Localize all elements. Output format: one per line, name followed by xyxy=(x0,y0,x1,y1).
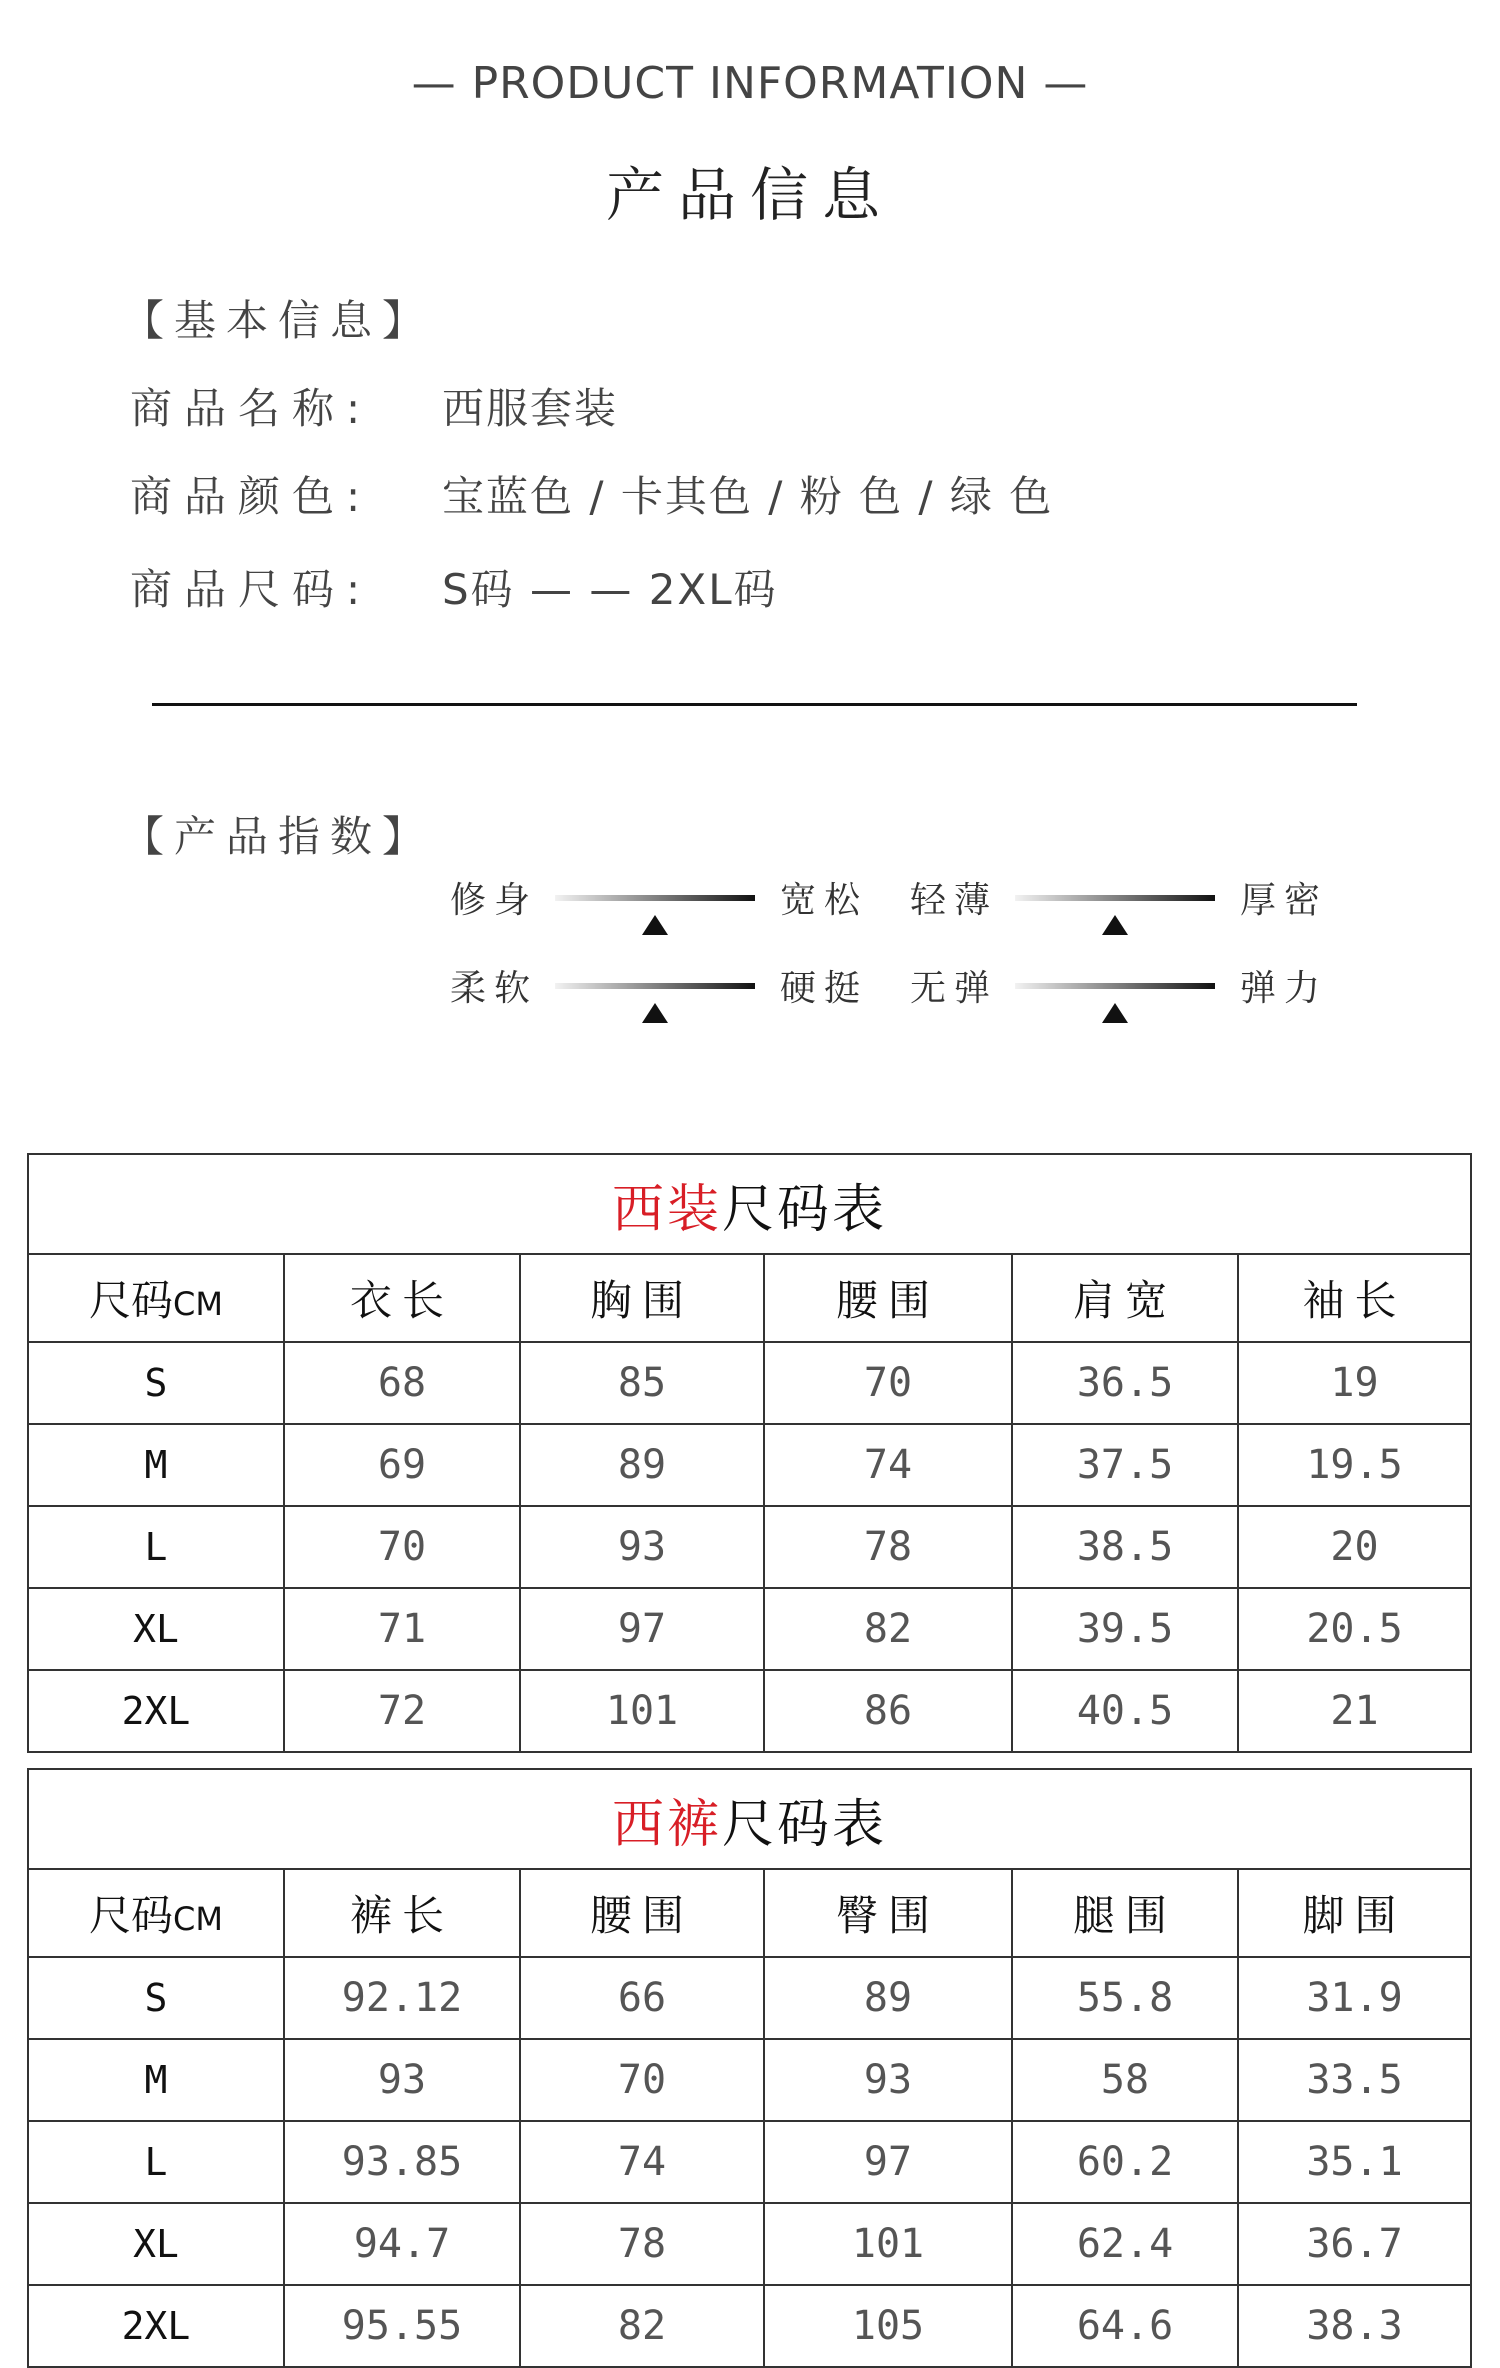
value-cell: 78 xyxy=(764,1506,1012,1588)
index-left-label: 轻薄 xyxy=(910,880,999,921)
table-title-black: 尺码表 xyxy=(722,1179,888,1240)
size-cell: XL xyxy=(28,2203,284,2285)
value-cell: 20 xyxy=(1238,1506,1471,1588)
index-right-label: 弹力 xyxy=(1240,968,1329,1009)
table-caption xyxy=(28,1769,1471,1869)
table-row xyxy=(28,2203,1471,2285)
value-cell: 70 xyxy=(764,1342,1012,1424)
header-cell: 肩宽 xyxy=(1012,1254,1238,1342)
value-cell: 40.5 xyxy=(1012,1670,1238,1752)
index-right-label: 宽松 xyxy=(780,880,869,921)
value-cell: 55.8 xyxy=(1012,1957,1238,2039)
size-cell: L xyxy=(28,2121,284,2203)
info-label: 商品名称: xyxy=(130,384,373,433)
header-size xyxy=(28,1869,284,1957)
value-cell: 93 xyxy=(764,2039,1012,2121)
table-title-red: 西装 xyxy=(611,1179,722,1240)
index-right-label: 硬挺 xyxy=(780,968,869,1009)
value-cell: 38.3 xyxy=(1238,2285,1471,2367)
size-cell: M xyxy=(28,1424,284,1506)
table-header-row xyxy=(28,1254,1471,1342)
basic-info-title: 【基本信息】 xyxy=(122,296,435,345)
header-cell: 腿围 xyxy=(1012,1869,1238,1957)
value-cell: 93 xyxy=(284,2039,520,2121)
table-caption-row xyxy=(28,1154,1471,1254)
section-divider xyxy=(152,703,1357,706)
value-cell: 97 xyxy=(520,1588,764,1670)
value-cell: 86 xyxy=(764,1670,1012,1752)
header-cell: 腰围 xyxy=(520,1869,764,1957)
table-title-black: 尺码表 xyxy=(722,1794,888,1855)
value-cell: 70 xyxy=(520,2039,764,2121)
header-chinese-title: 产品信息 xyxy=(605,161,894,229)
value-cell: 105 xyxy=(764,2285,1012,2367)
size-cell: 2XL xyxy=(28,2285,284,2367)
value-cell: 82 xyxy=(520,2285,764,2367)
size-cell: M xyxy=(28,2039,284,2121)
table-caption xyxy=(28,1154,1471,1254)
value-cell: 95.55 xyxy=(284,2285,520,2367)
size-cell: L xyxy=(28,1506,284,1588)
header-cell: 衣长 xyxy=(284,1254,520,1342)
info-value: 西服套装 xyxy=(442,384,619,433)
value-cell: 69 xyxy=(284,1424,520,1506)
value-cell: 60.2 xyxy=(1012,2121,1238,2203)
info-value: 宝蓝色 / 卡其色 / 粉 色 / 绿 色 xyxy=(442,472,1054,521)
index-left-label: 修身 xyxy=(450,880,539,921)
value-cell: 71 xyxy=(284,1588,520,1670)
index-right-label: 厚密 xyxy=(1240,880,1329,921)
table-row xyxy=(28,1670,1471,1752)
value-cell: 36.5 xyxy=(1012,1342,1238,1424)
info-label: 商品尺码: xyxy=(130,565,373,614)
value-cell: 82 xyxy=(764,1588,1012,1670)
value-cell: 31.9 xyxy=(1238,1957,1471,2039)
value-cell: 62.4 xyxy=(1012,2203,1238,2285)
value-cell: 97 xyxy=(764,2121,1012,2203)
table-row xyxy=(28,1588,1471,1670)
table-row xyxy=(28,2121,1471,2203)
value-cell: 33.5 xyxy=(1238,2039,1471,2121)
index-scale-bar xyxy=(555,983,755,989)
table-title-red: 西裤 xyxy=(611,1794,722,1855)
value-cell: 72 xyxy=(284,1670,520,1752)
value-cell: 37.5 xyxy=(1012,1424,1238,1506)
value-cell: 74 xyxy=(764,1424,1012,1506)
header-cell: 袖长 xyxy=(1238,1254,1471,1342)
value-cell: 36.7 xyxy=(1238,2203,1471,2285)
size-cell: XL xyxy=(28,1588,284,1670)
table-row xyxy=(28,1342,1471,1424)
size-cell: 2XL xyxy=(28,1670,284,1752)
index-scale-bar xyxy=(1015,983,1215,989)
value-cell: 101 xyxy=(520,1670,764,1752)
table-row xyxy=(28,1506,1471,1588)
header-size-label: 尺码 xyxy=(89,1276,174,1325)
value-cell: 101 xyxy=(764,2203,1012,2285)
value-cell: 94.7 xyxy=(284,2203,520,2285)
value-cell: 66 xyxy=(520,1957,764,2039)
table-caption-row xyxy=(28,1769,1471,1869)
suit-size-table xyxy=(27,1153,1472,1753)
table-header-row xyxy=(28,1869,1471,1957)
index-marker-icon xyxy=(1102,915,1128,935)
size-cell: S xyxy=(28,1342,284,1424)
value-cell: 35.1 xyxy=(1238,2121,1471,2203)
value-cell: 38.5 xyxy=(1012,1506,1238,1588)
value-cell: 78 xyxy=(520,2203,764,2285)
size-cell: S xyxy=(28,1957,284,2039)
index-left-label: 柔软 xyxy=(450,968,539,1009)
info-value: S码 — — 2XL码 xyxy=(442,565,778,614)
header-unit: CM xyxy=(173,1285,223,1323)
value-cell: 64.6 xyxy=(1012,2285,1238,2367)
header-cell: 臀围 xyxy=(764,1869,1012,1957)
table-row xyxy=(28,1957,1471,2039)
info-row-color xyxy=(130,464,1053,524)
header-size-label: 尺码 xyxy=(89,1891,174,1940)
header-size xyxy=(28,1254,284,1342)
pants-size-table xyxy=(27,1768,1472,2368)
header-cell: 腰围 xyxy=(764,1254,1012,1342)
index-marker-icon xyxy=(642,915,668,935)
info-row-size xyxy=(130,557,778,617)
value-cell: 89 xyxy=(520,1424,764,1506)
value-cell: 19.5 xyxy=(1238,1424,1471,1506)
value-cell: 74 xyxy=(520,2121,764,2203)
header-cell: 裤长 xyxy=(284,1869,520,1957)
index-left-label: 无弹 xyxy=(910,968,999,1009)
value-cell: 93 xyxy=(520,1506,764,1588)
header-cell: 脚围 xyxy=(1238,1869,1471,1957)
value-cell: 85 xyxy=(520,1342,764,1424)
index-marker-icon xyxy=(1102,1003,1128,1023)
value-cell: 19 xyxy=(1238,1342,1471,1424)
index-scale-bar xyxy=(555,895,755,901)
header-english-title: — PRODUCT INFORMATION — xyxy=(411,58,1089,109)
index-scale-bar xyxy=(1015,895,1215,901)
table-row xyxy=(28,2285,1471,2367)
value-cell: 20.5 xyxy=(1238,1588,1471,1670)
value-cell: 93.85 xyxy=(284,2121,520,2203)
value-cell: 70 xyxy=(284,1506,520,1588)
product-index-title: 【产品指数】 xyxy=(122,812,435,861)
info-label: 商品颜色: xyxy=(130,472,373,521)
value-cell: 21 xyxy=(1238,1670,1471,1752)
value-cell: 68 xyxy=(284,1342,520,1424)
value-cell: 89 xyxy=(764,1957,1012,2039)
info-row-name xyxy=(130,376,618,436)
value-cell: 92.12 xyxy=(284,1957,520,2039)
table-row xyxy=(28,1424,1471,1506)
header-cell: 胸围 xyxy=(520,1254,764,1342)
value-cell: 58 xyxy=(1012,2039,1238,2121)
header-unit: CM xyxy=(173,1900,223,1938)
index-marker-icon xyxy=(642,1003,668,1023)
table-row xyxy=(28,2039,1471,2121)
value-cell: 39.5 xyxy=(1012,1588,1238,1670)
